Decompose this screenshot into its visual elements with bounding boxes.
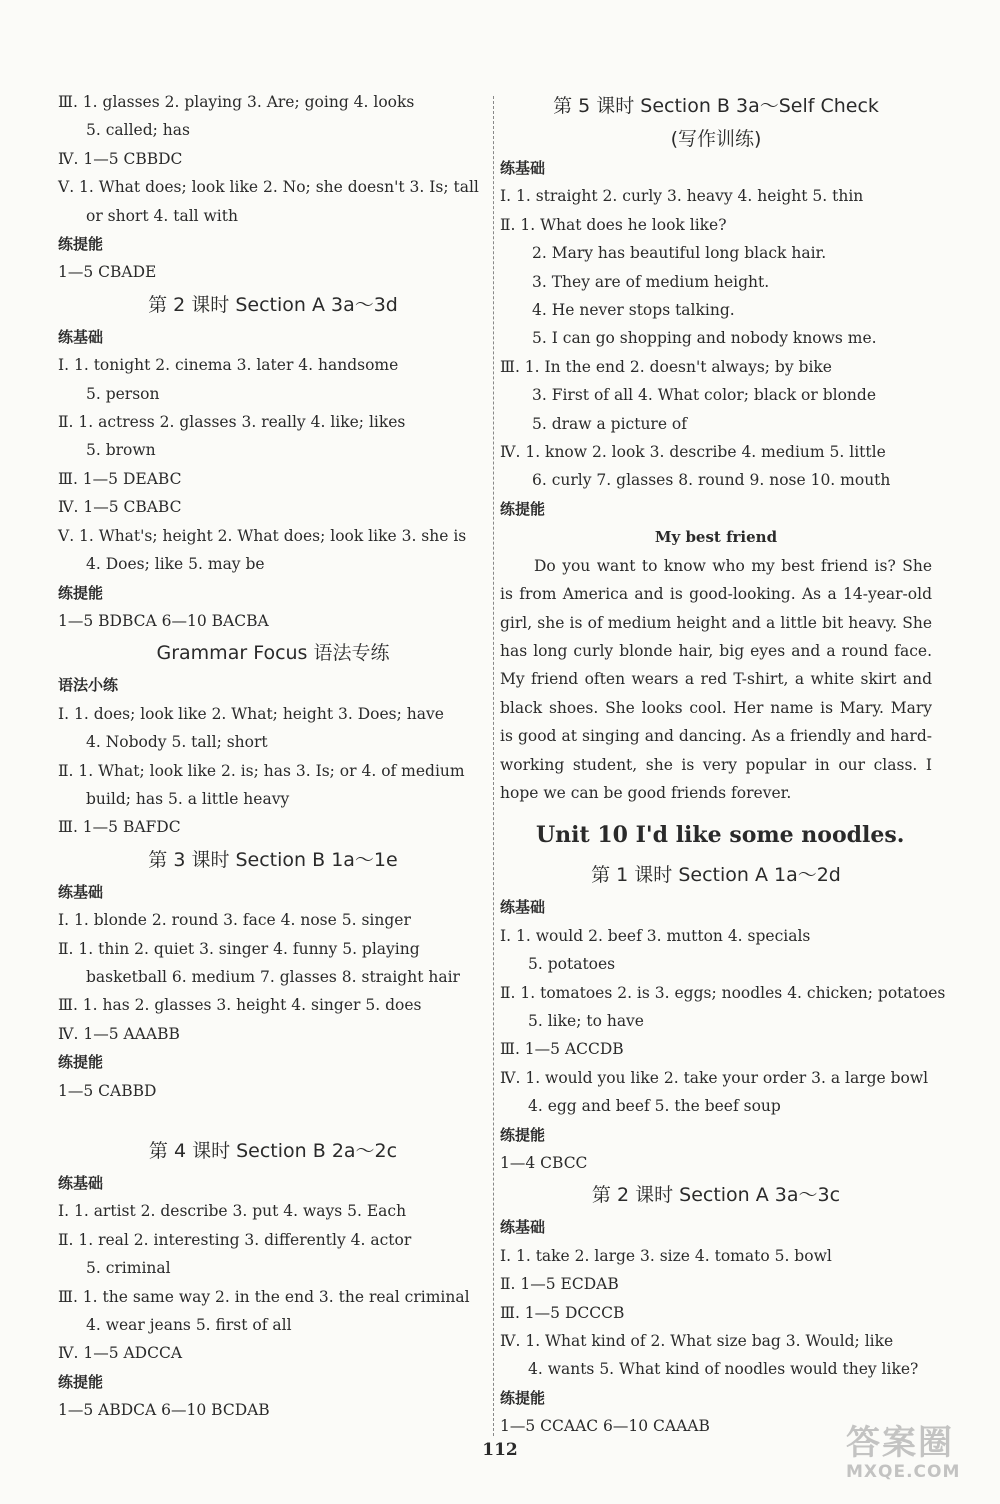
left-column bbox=[58, 88, 488, 1425]
answer-line-continued: 2. Mary has beautiful long black hair. bbox=[532, 244, 827, 263]
answer-line: Ⅲ. 1—5 ACCDB bbox=[500, 1040, 624, 1059]
answer-line-continued: 4. Does; like 5. may be bbox=[86, 555, 265, 574]
answer-line-continued: 5. draw a picture of bbox=[532, 414, 687, 433]
answer-line-continued: 4. He never stops talking. bbox=[532, 301, 735, 320]
answer-line: Ⅲ. 1—5 DCCCB bbox=[500, 1303, 625, 1322]
practice-label: 练提能 bbox=[500, 499, 546, 518]
answer-line: Ⅳ. 1. know 2. look 3. describe 4. medium 5. little bbox=[500, 443, 886, 462]
answer-line: Ⅰ. 1. straight 2. curly 3. heavy 4. height 5. thin bbox=[500, 187, 864, 206]
practice-label: 练提能 bbox=[58, 1372, 104, 1391]
practice-label: 练基础 bbox=[58, 1174, 104, 1192]
answer-line: Ⅱ. 1. What does he look like? bbox=[500, 215, 727, 234]
practice-label: 练提能 bbox=[500, 1125, 546, 1144]
answer-line-continued: 4. Nobody 5. tall; short bbox=[86, 733, 268, 752]
answer-line: 1—5 ABDCA 6—10 BCDAB bbox=[58, 1401, 270, 1420]
answer-line-continued: build; has 5. a little heavy bbox=[86, 789, 290, 808]
unit-title: Unit 10 I'd like some noodles. bbox=[536, 822, 905, 849]
answer-line: Ⅲ. 1—5 DEABC bbox=[58, 469, 182, 488]
answer-line-continued: 5. criminal bbox=[86, 1259, 171, 1278]
answer-line-continued: 5. potatoes bbox=[528, 955, 616, 974]
practice-label: 练基础 bbox=[500, 159, 546, 177]
answer-line-continued: 4. egg and beef 5. the beef soup bbox=[528, 1097, 781, 1116]
answer-line-continued: 5. person bbox=[86, 384, 160, 403]
answer-line: Ⅴ. 1. What's; height 2. What does; look like 3. she is bbox=[58, 526, 467, 545]
practice-label: 练提能 bbox=[58, 1053, 104, 1072]
practice-label: 练提能 bbox=[58, 583, 104, 602]
answer-line-continued: 3. They are of medium height. bbox=[532, 272, 770, 291]
answer-line: Ⅴ. 1. What does; look like 2. No; she doesn't 3. Is; tall bbox=[58, 178, 479, 197]
answer-line: Ⅰ. 1. would 2. beef 3. mutton 4. specials bbox=[500, 926, 811, 945]
answer-line-continued: 3. First of all 4. What color; black or blonde bbox=[532, 386, 876, 405]
practice-label: 练基础 bbox=[58, 882, 104, 901]
answer-line: Ⅱ. 1. actress 2. glasses 3. really 4. like; likes bbox=[58, 413, 406, 432]
answer-line: Ⅲ. 1. has 2. glasses 3. height 4. singer 5. does bbox=[58, 996, 422, 1015]
watermark-main: 答案圈 bbox=[846, 1423, 954, 1463]
answer-line: Ⅲ. 1. the same way 2. in the end 3. the real criminal bbox=[58, 1287, 470, 1306]
answer-line: Ⅰ. 1. does; look like 2. What; height 3. Does; have bbox=[58, 704, 444, 723]
answer-line: Ⅱ. 1—5 ECDAB bbox=[500, 1275, 619, 1294]
answer-line: Ⅱ. 1. thin 2. quiet 3. singer 4. funny 5. playing bbox=[58, 939, 420, 958]
answer-line: Ⅰ. 1. tonight 2. cinema 3. later 4. handsome bbox=[58, 356, 399, 375]
answer-line: 1—5 CCAAC 6—10 CAAAB bbox=[500, 1417, 710, 1436]
answer-line: Ⅳ. 1—5 CBABC bbox=[58, 498, 182, 517]
answer-line-continued: 5. called; has bbox=[86, 121, 190, 140]
answer-line-continued: 5. like; to have bbox=[528, 1011, 644, 1030]
answer-line: 1—5 CBADE bbox=[58, 263, 157, 282]
answer-line: Ⅰ. 1. artist 2. describe 3. put 4. ways 5. Each bbox=[58, 1202, 407, 1221]
column-divider bbox=[493, 96, 494, 1436]
lesson-heading: 第 4 课时 Section B 2a～2c bbox=[148, 1140, 398, 1162]
answer-line: Ⅲ. 1. In the end 2. doesn't always; by bike bbox=[500, 357, 832, 376]
page-number: 112 bbox=[482, 1440, 518, 1460]
lesson-heading: Grammar Focus 语法专练 bbox=[156, 642, 390, 665]
right-column bbox=[500, 88, 946, 1441]
answer-line-continued: or short 4. tall with bbox=[86, 206, 238, 225]
essay-paragraph: Do you want to know who my best friend is? She is from America and is good-looking. As a 14-year-old girl, she is of medium height and a little bit heavy. She has long curly blonde hair, big eyes and a round face. My friend often wears a red T-shirt, a white skirt and black shoes. She looks cool. Her name is Mary. Mary is good at singing and dancing. As a friendly and hard-working student, she is very popular in our class. I hope we can be good friends forever. bbox=[500, 556, 932, 802]
watermark-sub: MXQE.COM bbox=[846, 1462, 961, 1482]
practice-label: 练基础 bbox=[500, 1218, 546, 1237]
answer-line: Ⅱ. 1. real 2. interesting 3. differently 4. actor bbox=[58, 1230, 412, 1249]
answer-line-continued: 4. wear jeans 5. first of all bbox=[86, 1316, 292, 1335]
answer-line: Ⅳ. 1—5 AAABB bbox=[58, 1024, 180, 1043]
answer-line: Ⅱ. 1. tomatoes 2. is 3. eggs; noodles 4. chicken; potatoes bbox=[500, 983, 946, 1002]
answer-line: 1—4 CBCC bbox=[500, 1154, 588, 1172]
answer-line-continued: 5. brown bbox=[86, 441, 156, 460]
answer-line-continued: 5. I can go shopping and nobody knows me. bbox=[532, 329, 877, 348]
answer-line-continued: 6. curly 7. glasses 8. round 9. nose 10. mouth bbox=[532, 471, 891, 490]
watermark-logo bbox=[846, 1424, 986, 1486]
answer-line: Ⅰ. 1. take 2. large 3. size 4. tomato 5. bowl bbox=[500, 1246, 832, 1265]
lesson-heading: 第 3 课时 Section B 1a～1e bbox=[148, 848, 398, 871]
practice-label: 练基础 bbox=[58, 327, 104, 346]
answer-line: 1—5 CABBD bbox=[58, 1081, 157, 1100]
lesson-heading: 第 5 课时 Section B 3a～Self Check bbox=[553, 95, 879, 117]
answer-line: Ⅳ. 1—5 CBBDC bbox=[58, 149, 183, 168]
lesson-heading: 第 1 课时 Section A 1a～2d bbox=[591, 864, 841, 887]
answer-line-continued: basketball 6. medium 7. glasses 8. straight hair bbox=[86, 967, 460, 986]
answer-line: 1—5 BDBCA 6—10 BACBA bbox=[58, 611, 269, 630]
lesson-heading: 第 2 课时 Section A 3a～3c bbox=[591, 1184, 841, 1207]
essay-title: My best friend bbox=[654, 528, 778, 547]
lesson-heading: 第 2 课时 Section A 3a～3d bbox=[148, 293, 398, 316]
lesson-subheading: (写作训练) bbox=[670, 128, 762, 150]
answer-line-continued: 4. wants 5. What kind of noodles would they like? bbox=[528, 1360, 919, 1379]
answer-line: Ⅳ. 1—5 ADCCA bbox=[58, 1344, 183, 1363]
spacer bbox=[58, 1105, 488, 1133]
answer-line: Ⅲ. 1. glasses 2. playing 3. Are; going 4. looks bbox=[58, 93, 415, 111]
practice-label: 练提能 bbox=[58, 235, 104, 254]
answer-line: Ⅳ. 1. would you like 2. take your order 3. a large bowl bbox=[500, 1068, 929, 1087]
practice-label: 语法小练 bbox=[58, 676, 119, 695]
answer-line: Ⅳ. 1. What kind of 2. What size bag 3. Would; like bbox=[500, 1332, 894, 1351]
answer-line: Ⅱ. 1. What; look like 2. is; has 3. Is; or 4. of medium bbox=[58, 761, 465, 780]
answer-line: Ⅰ. 1. blonde 2. round 3. face 4. nose 5. singer bbox=[58, 911, 411, 930]
answer-line: Ⅲ. 1—5 BAFDC bbox=[58, 818, 181, 837]
practice-label: 练基础 bbox=[500, 898, 546, 917]
practice-label: 练提能 bbox=[500, 1388, 546, 1407]
